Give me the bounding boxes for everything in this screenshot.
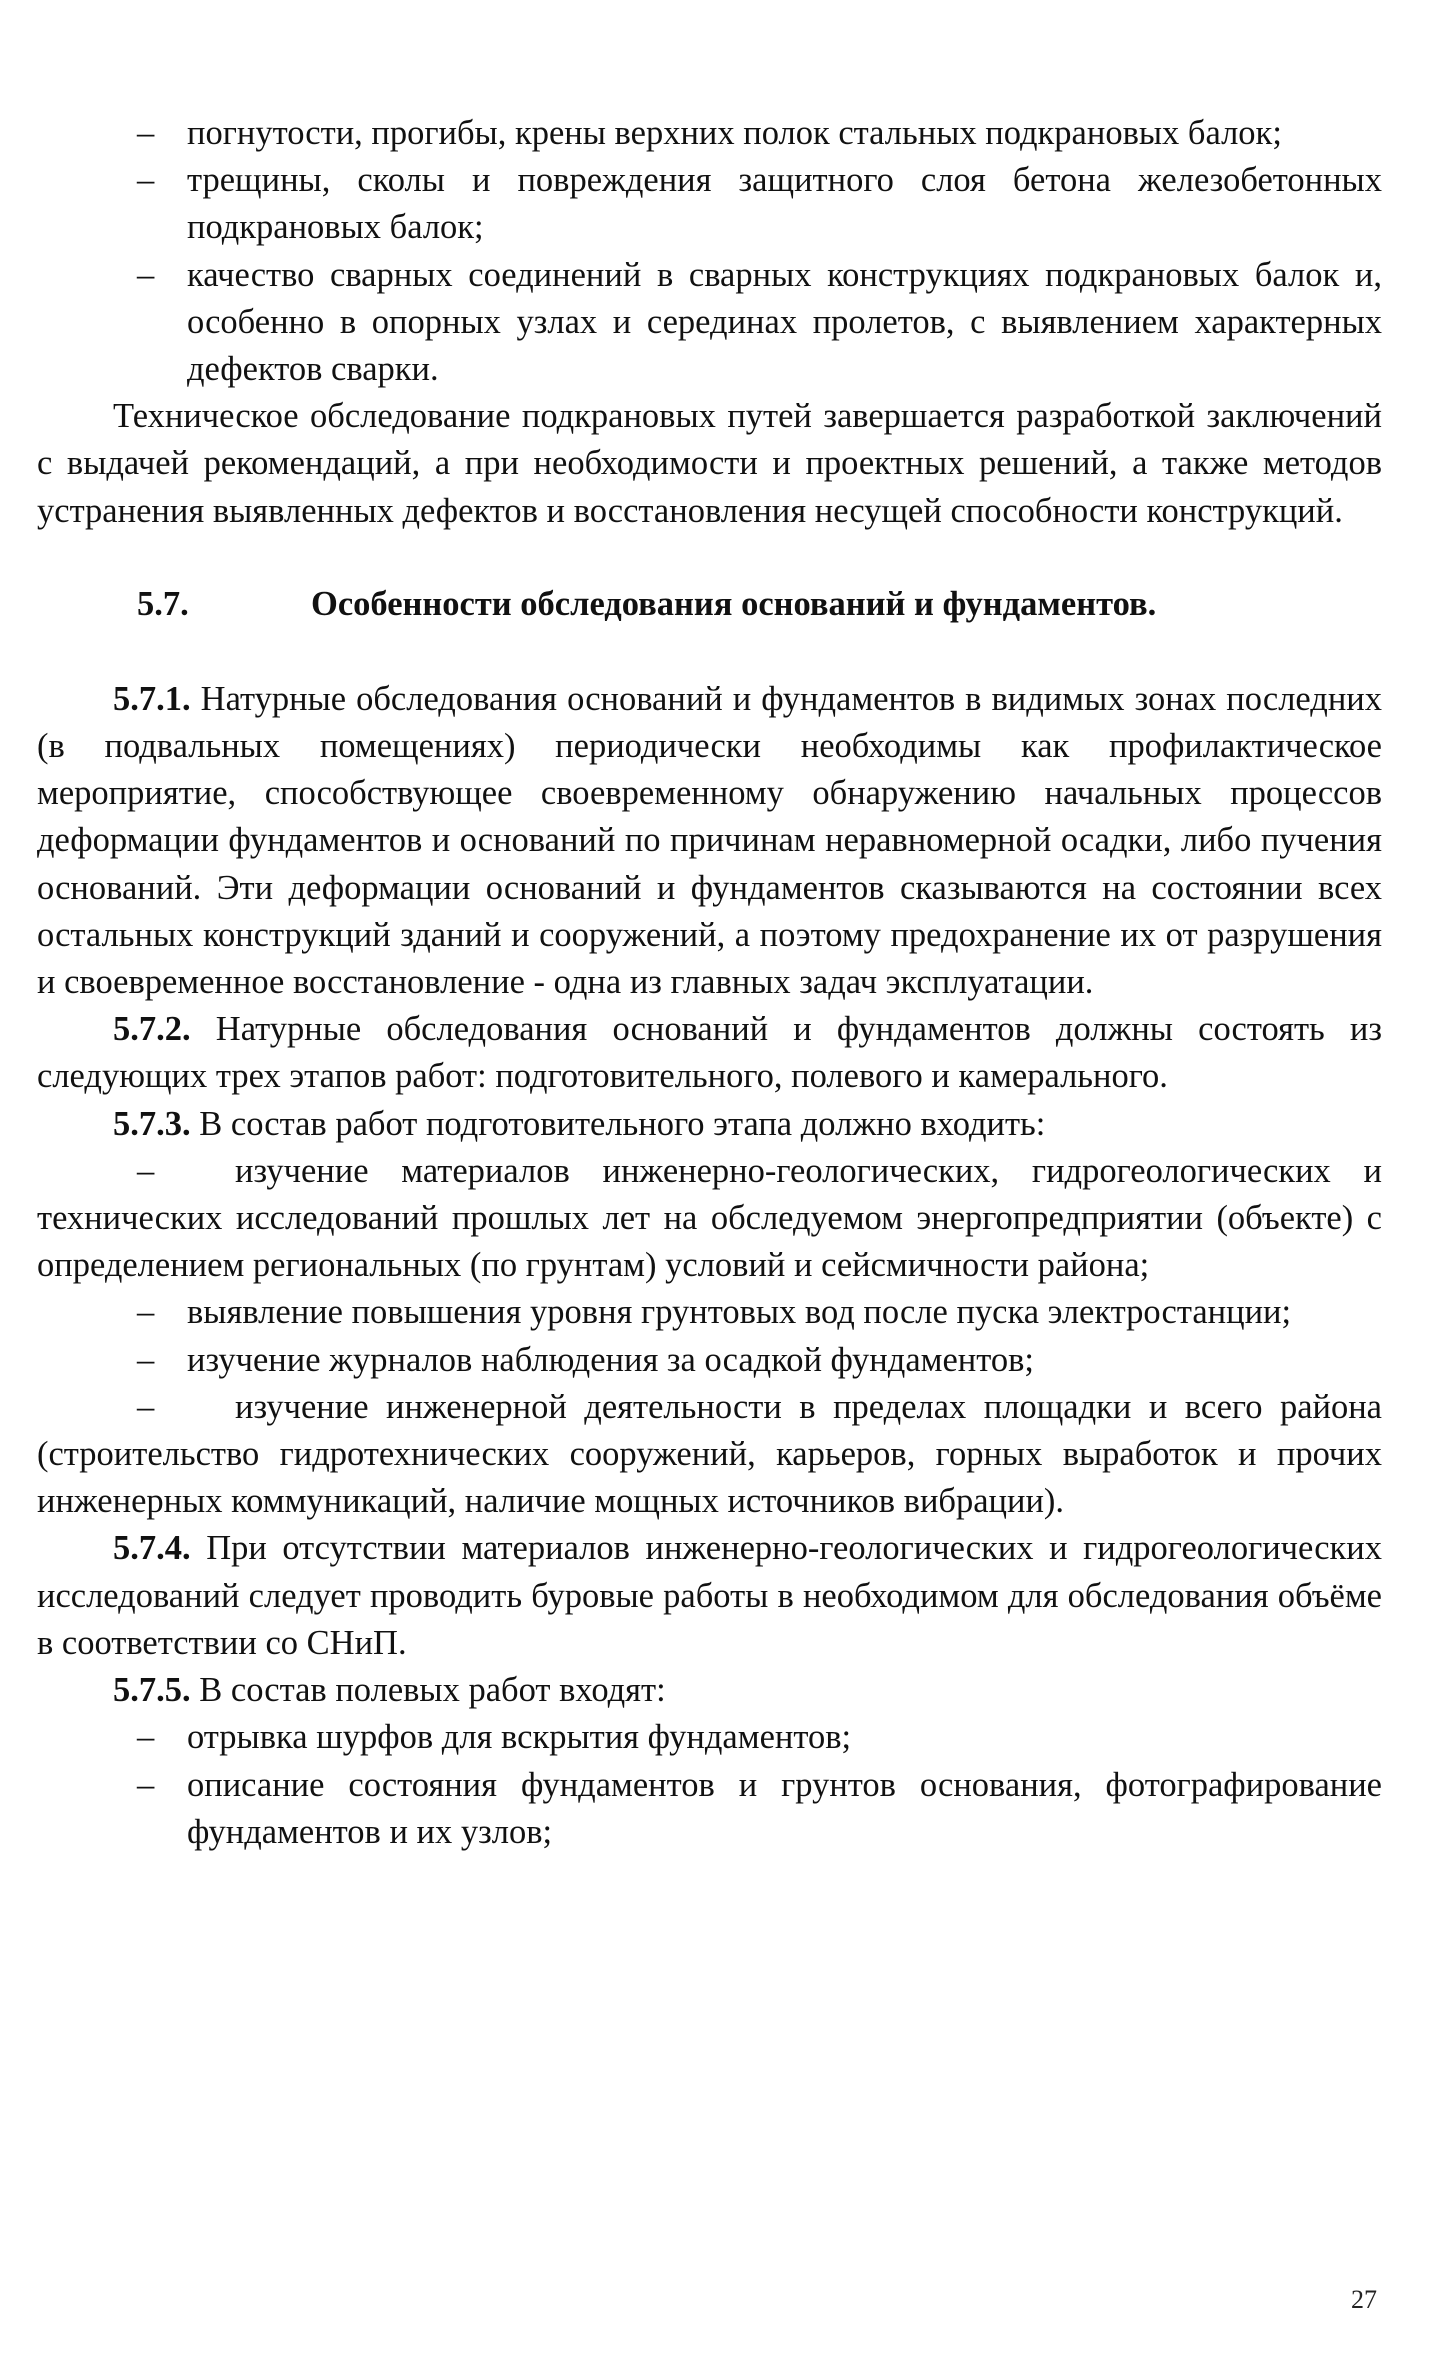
dash-bullet: –: [137, 1765, 155, 1804]
section-heading: [37, 581, 1382, 628]
dash-bullet: –: [137, 1387, 155, 1426]
list-item: [37, 110, 1382, 157]
list-item-text: описание состояния фундаментов и грунтов основания, фотографирование фундаментов и их узлов;: [187, 1765, 1382, 1851]
clause-5-7-1: [37, 676, 1382, 1006]
clause-text: В состав работ подготовительного этапа должно входить:: [199, 1104, 1046, 1143]
dash-bullet: –: [137, 114, 155, 152]
clause-text: При отсутствии материалов инженерно-геологических и гидрогеологических исследований следует проводить буровые работы в необходимом для обследования объёме в соответствии со СНиП.: [37, 1529, 1382, 1662]
list-item: [37, 1714, 1382, 1761]
list-item: [37, 1289, 1382, 1336]
page-number: 27: [1351, 2285, 1377, 2314]
section-title: Особенности обследования оснований и фундаментов.: [311, 584, 1157, 623]
list-item-text: изучение инженерной деятельности в пределах площадки и всего района (строительство гидротехнических сооружений, карьеров, горных выработок и прочих инженерных коммуникаций, наличие мощных источников вибрации).: [37, 1387, 1382, 1521]
list-item-text: качество сварных соединений в сварных конструкциях подкрановых балок и, особенно в опорных узлах и серединах пролетов, с выявлением характерных дефектов сварки.: [187, 255, 1382, 389]
clause-number: 5.7.3.: [113, 1104, 191, 1143]
list-item: [37, 1337, 1382, 1384]
list-item-text: погнутости, прогибы, крены верхних полок стальных подкрановых балок;: [187, 114, 1282, 152]
clause-text: Натурные обследования оснований и фундаментов должны состоять из следующих трех этапов работ: подготовительного, полевого и камерального.: [37, 1010, 1383, 1096]
page-text: [37, 110, 1382, 1856]
section-number: 5.7.: [137, 584, 189, 623]
list-item-text: выявление повышения уровня грунтовых вод после пуска электростанции;: [187, 1293, 1292, 1332]
clause-5-7-2: [37, 1006, 1382, 1100]
clause-text: В состав полевых работ входят:: [199, 1671, 666, 1710]
list-item-text: изучение журналов наблюдения за осадкой фундаментов;: [187, 1340, 1034, 1379]
list-item-text: отрывка шурфов для вскрытия фундаментов;: [187, 1718, 852, 1757]
clause-5-7-4: [37, 1525, 1382, 1667]
list-item: [37, 1148, 1382, 1290]
clause-5-7-3: [37, 1101, 1382, 1148]
list-item: [37, 1384, 1382, 1526]
clause-5-7-5: [37, 1667, 1382, 1714]
intro-paragraph: Техническое обследование подкрановых путей завершается разработкой заключений с выдачей рекомендаций, а при необходимости и проектных решений, а также методов устранения выявленных дефектов и восстановления несущей способности конструкций.: [37, 397, 1382, 530]
clause-number: 5.7.5.: [113, 1671, 191, 1710]
clause-number: 5.7.4.: [113, 1529, 191, 1568]
dash-bullet: –: [137, 161, 155, 200]
dash-bullet: –: [137, 1340, 155, 1379]
list-item-text: трещины, сколы и повреждения защитного слоя бетона железобетонных подкрановых балок;: [187, 161, 1382, 247]
dash-bullet: –: [137, 1151, 155, 1190]
clause-number: 5.7.1.: [113, 679, 191, 718]
list-item-text: изучение материалов инженерно-геологических, гидрогеологических и технических исследований прошлых лет на обследуемом энергопредприятии (объекте) с определением региональных (по грунтам) условий и сейсмичности района;: [37, 1151, 1382, 1285]
clause-text: Натурные обследования оснований и фундаментов в видимых зонах последних (в подвальных помещениях) периодически необходимы как профилактическое мероприятие, способствующее своевременному обнаружению начальных процессов деформации фундаментов и оснований по причинам неравномерной осадки, либо пучения оснований. Эти деформации оснований и фундаментов сказываются на состоянии всех остальных конструкций зданий и сооружений, а поэтому предохранение их от разрушения и своевременное восстановление - одна из главных задач эксплуатации.: [37, 679, 1382, 1002]
list-item: [37, 252, 1382, 394]
dash-bullet: –: [137, 1718, 155, 1757]
list-item: [37, 1762, 1382, 1856]
dash-bullet: –: [137, 255, 155, 294]
dash-bullet: –: [137, 1293, 155, 1332]
clause-number: 5.7.2.: [113, 1010, 191, 1049]
list-item: [37, 157, 1382, 251]
